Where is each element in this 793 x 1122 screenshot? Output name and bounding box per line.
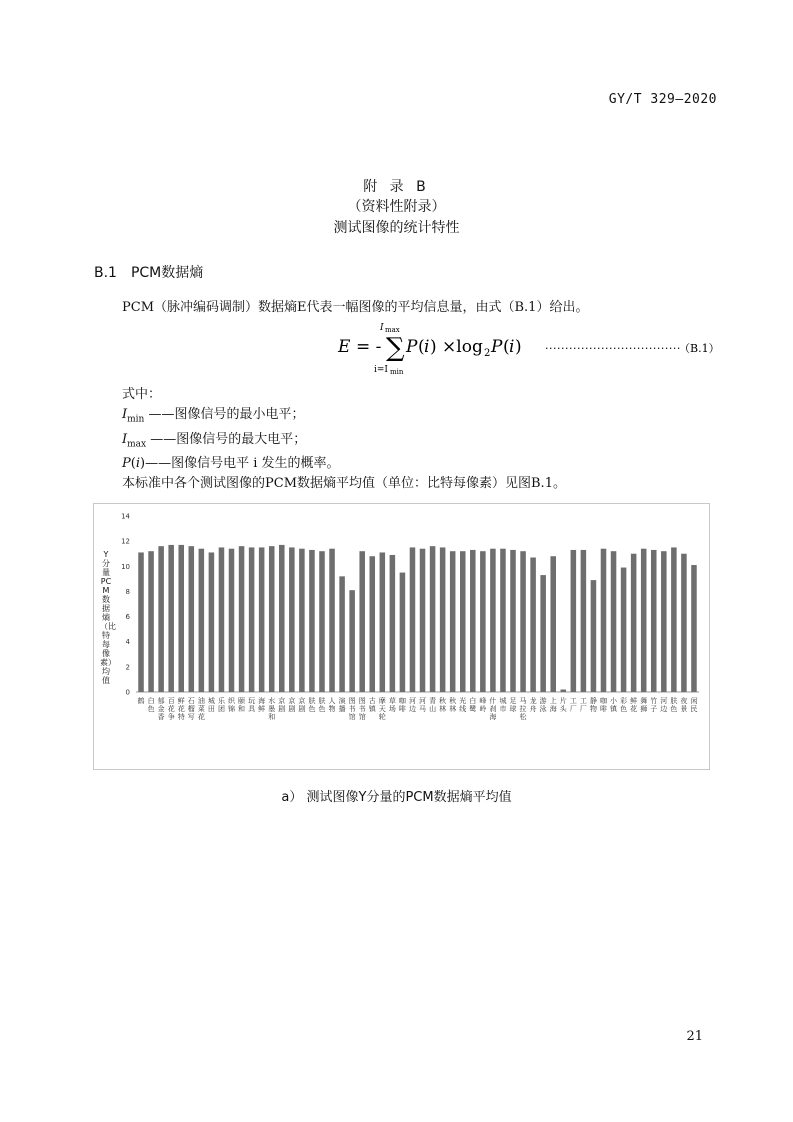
x-tick-label: 什刹海 [489, 697, 497, 721]
def-imin: $I_{min}$ ——图像信号的最小电平； [122, 407, 305, 425]
x-tick-label: 工厂 [579, 697, 587, 713]
x-tick-label: 肤色 [308, 697, 316, 713]
x-tick-label: 人物 [328, 697, 336, 713]
svg-text:∑: ∑ [386, 333, 405, 363]
bar [530, 557, 536, 692]
bar [460, 551, 466, 692]
bar [671, 547, 677, 692]
x-tick-label: 京剧 [288, 697, 296, 713]
y-axis-label: Y分量PCM数据熵（比特每像素）均值 [100, 550, 116, 685]
x-tick-label: 肤色 [318, 697, 326, 713]
x-tick-label: 图书馆 [358, 697, 366, 721]
bar [158, 546, 164, 692]
bar [621, 568, 627, 692]
entropy-chart [93, 503, 710, 770]
bars [138, 545, 696, 692]
x-tick-label: 肤色 [670, 697, 678, 713]
bar [339, 576, 345, 692]
bar [581, 550, 587, 692]
bar [430, 546, 436, 692]
svg-text:) ×log: ) ×log [430, 337, 483, 357]
bar [390, 555, 396, 692]
x-tick-label: 足球 [509, 697, 517, 713]
appendix-type: （资料性附录） [347, 199, 446, 215]
bar [561, 689, 567, 692]
x-tick-label: 马拉松 [519, 697, 527, 721]
x-tick-label: 乐团 [217, 697, 225, 713]
bar [490, 549, 496, 692]
y-tick-label: 2 [125, 663, 130, 672]
svg-text:i: i [509, 337, 515, 357]
x-tick-label: 咖啡 [398, 697, 406, 713]
x-tick-label: 青山 [429, 697, 437, 713]
svg-text:= -: = - [356, 337, 382, 357]
x-tick-label: 鲜花特 [177, 697, 185, 721]
x-tick-label: 工厂 [569, 697, 577, 713]
bar [148, 551, 154, 692]
x-tick-label: 织锦 [228, 697, 236, 713]
bar [400, 573, 406, 692]
bar [189, 546, 195, 692]
svg-text:i=I: i=I [374, 365, 388, 375]
svg-text:(: ( [418, 337, 425, 357]
bar [209, 552, 215, 692]
y-tick-label: 4 [125, 638, 130, 647]
bar [410, 547, 416, 692]
x-tick-label: 竹子 [650, 697, 658, 713]
bar [651, 550, 657, 692]
svg-text:i: i [424, 337, 430, 357]
x-tick-label: 舞狮 [640, 697, 648, 713]
bar [229, 549, 235, 692]
bar [259, 547, 265, 692]
x-tick-label: 上海 [549, 697, 557, 713]
bar [681, 554, 687, 692]
x-tick-label: 城市 [499, 697, 507, 713]
entropy-formula [330, 318, 730, 376]
x-tick-label: 摩天轮 [378, 697, 386, 721]
bar [309, 550, 315, 692]
bar [601, 549, 607, 692]
x-tick-label: 图书馆 [348, 697, 356, 721]
svg-text:2: 2 [484, 348, 491, 359]
x-tick-label: 光线 [459, 697, 467, 713]
bar [591, 580, 597, 692]
x-tick-label: 石榴写 [187, 697, 195, 721]
bar [550, 556, 556, 692]
x-tick-label: 草场 [388, 697, 396, 713]
x-tick-label: 彩色 [620, 697, 628, 713]
bar [178, 545, 184, 692]
bar [319, 551, 325, 692]
bar [289, 547, 295, 692]
x-tick-label: 鹤 [137, 697, 145, 705]
svg-text:P: P [406, 337, 418, 357]
formula-number: （B.1） [679, 342, 720, 355]
x-tick-label: 颐和 [238, 697, 246, 713]
x-tick-label: 静物 [589, 697, 597, 713]
x-tick-label: 河马 [419, 697, 427, 713]
def-imax: $I_{max}$ ——图像信号的最大电平； [122, 431, 307, 450]
x-tick-label: 白鹭 [469, 697, 477, 713]
bar [359, 551, 365, 692]
bar [420, 549, 426, 692]
svg-text:I: I [380, 323, 384, 333]
bar [349, 590, 355, 692]
definitions [122, 385, 566, 494]
svg-text:max: max [385, 326, 400, 334]
appendix-name: 测试图像的统计特性 [333, 220, 460, 236]
x-tick-label: 演播 [338, 697, 346, 713]
def-p: P(i)——图像信号电平 i 发生的概率。 [122, 456, 340, 472]
bar [641, 549, 647, 692]
x-tick-label: 游泳 [539, 697, 547, 713]
x-tick-label: 峰岭 [479, 697, 487, 713]
y-tick-label: 0 [125, 688, 130, 697]
bar [500, 549, 506, 692]
summary-paragraph: 本标准中各个测试图像的PCM数据熵平均值（单位：比特每像素）见图B.1。 [122, 476, 566, 492]
y-tick-label: 14 [121, 512, 130, 521]
bar [470, 550, 476, 692]
bar [168, 545, 174, 692]
svg-text:min: min [390, 368, 404, 376]
y-tick-label: 10 [121, 562, 130, 571]
x-tick-label: 龙舟 [529, 697, 537, 713]
bar [249, 547, 255, 692]
x-tick-label: 河边 [408, 697, 416, 713]
bar [219, 547, 225, 692]
bar [480, 551, 486, 692]
bar [279, 545, 285, 692]
x-tick-label: 咖啡 [599, 697, 607, 713]
bar [631, 554, 637, 692]
x-tick-label: 古镇 [368, 697, 376, 713]
standard-code: GY/T 329—2020 [608, 92, 717, 107]
bar [380, 552, 386, 692]
x-tick-label: 京剧 [278, 697, 286, 713]
section-number: B.1 [94, 265, 117, 281]
where-label: 式中： [122, 387, 162, 402]
x-tick-label: 秋林 [439, 697, 447, 713]
x-tick-label: 夜景 [680, 697, 688, 713]
bar [611, 551, 617, 692]
bar [138, 552, 144, 692]
bar [450, 551, 456, 692]
x-tick-label: 玩具 [248, 697, 256, 713]
x-tick-labels [138, 696, 698, 721]
x-tick-label: 京剧 [298, 697, 306, 713]
x-tick-label: 白色 [147, 697, 155, 713]
x-tick-label: 油菜花 [197, 697, 205, 721]
bar [661, 551, 667, 692]
bar [299, 549, 305, 692]
bar [691, 565, 697, 692]
svg-text:): ) [515, 337, 522, 357]
bar [199, 549, 205, 692]
svg-text:(: ( [503, 337, 510, 357]
figure-caption: a） 测试图像Y分量的PCM数据熵平均值 [281, 790, 512, 805]
y-tick-label: 6 [125, 613, 130, 622]
section-title: PCM数据熵 [130, 265, 204, 281]
bar [540, 575, 546, 692]
x-tick-label: 水墨和 [268, 697, 276, 721]
x-tick-label: 鲜花 [630, 697, 638, 713]
intro-paragraph: PCM（脉冲编码调制）数据熵E代表一幅图像的平均信息量，由式（B.1）给出。 [122, 300, 589, 315]
bar [520, 551, 526, 692]
x-tick-label: 城田 [207, 697, 215, 713]
svg-text:······························: ·································· [545, 342, 681, 355]
bar [369, 556, 375, 692]
x-tick-label: 秋林 [449, 697, 457, 713]
appendix-title: 附 录 B [363, 179, 430, 195]
x-tick-label: 闲民 [690, 697, 698, 713]
x-tick-label: 百花争 [167, 697, 175, 721]
bar [329, 549, 335, 692]
x-tick-label: 片头 [559, 697, 567, 713]
y-tick-label: 12 [121, 537, 130, 546]
bar [510, 550, 516, 692]
x-tick-label: 海鲜 [258, 697, 266, 713]
chart-plot [94, 504, 709, 769]
bar [269, 546, 275, 692]
y-tick-label: 8 [125, 587, 130, 596]
x-tick-label: 小镇 [610, 697, 618, 713]
svg-text:P: P [491, 337, 503, 357]
x-tick-label: 河边 [660, 697, 668, 713]
bar [239, 546, 245, 692]
bar [571, 550, 577, 692]
svg-text:E: E [338, 337, 351, 357]
bar [440, 547, 446, 692]
x-tick-label: 郁金香 [157, 697, 165, 721]
page-number: 21 [686, 1029, 703, 1044]
section-heading [94, 262, 217, 282]
